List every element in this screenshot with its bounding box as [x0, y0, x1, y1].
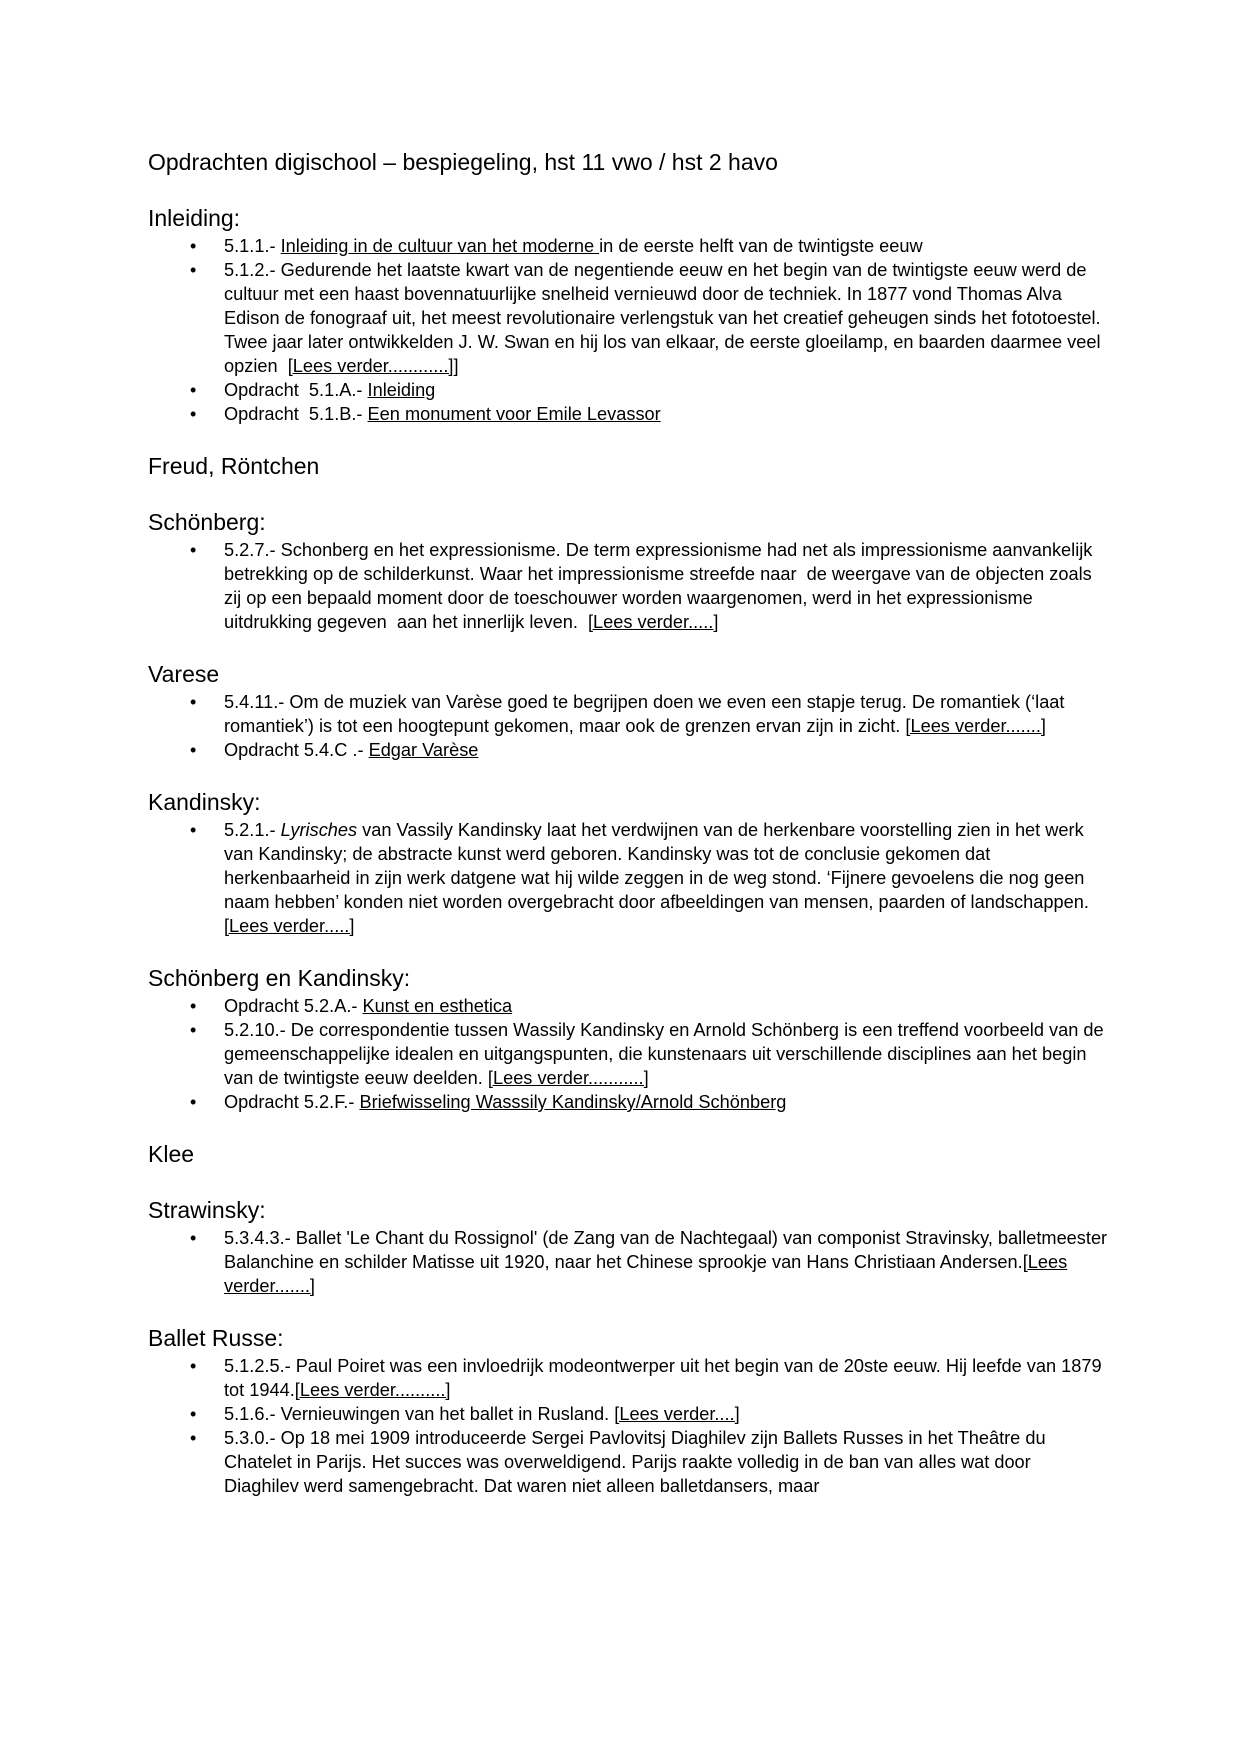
list-item: • 5.1.2.5.- Paul Poiret was een invloedrijk modeontwerper uit het begin van de 20ste eeuw. Hij leefde van 1879 tot 1944.[Lees verder..........]	[148, 1354, 1108, 1402]
lees-verder-link[interactable]: [Lees verder.....]	[224, 916, 355, 936]
list-item: • 5.3.4.3.- Ballet 'Le Chant du Rossignol' (de Zang van de Nachtegaal) van componist Stravinsky, balletmeester Balanchine en schilder Matisse uit 1920, naar het Chinese sprookje van Hans Christiaan Andersen.[Lees verder.......]	[148, 1226, 1108, 1298]
section-strawinsky	[148, 1196, 1113, 1298]
list-item: • Opdracht 5.2.A.- Kunst en esthetica	[148, 994, 1108, 1018]
link-inleiding-cultuur[interactable]: Inleiding in de cultuur van het moderne	[280, 236, 600, 256]
link-kunst-esthetica[interactable]: Kunst en esthetica	[362, 996, 513, 1016]
list-item: • 5.1.2.- Gedurende het laatste kwart van de negentiende eeuw en het begin van de twintigste eeuw werd de cultuur met een haast bovennatuurlijke snelheid vernieuwd door de techniek. In 1877 vond Thomas Alva Edison de fonograaf uit, het meest revolutionaire verlengstuk van het creatief geheugen sinds het fototoestel. Twee jaar later ontwikkelden J. W. Swan en hij los van elkaar, de eerste gloeilamp, en baarden daarmee veel opzien [Lees verder............]]	[148, 258, 1108, 378]
list-item: • Opdracht 5.1.B.- Een monument voor Emile Levassor	[148, 402, 1108, 426]
list-item: • Opdracht 5.2.F.- Briefwisseling Wasssily Kandinsky/Arnold Schönberg	[148, 1090, 1108, 1114]
section-heading: Schönberg en Kandinsky:	[148, 965, 411, 991]
link-briefwisseling[interactable]: Briefwisseling Wasssily Kandinsky/Arnold Schönberg	[359, 1092, 787, 1112]
list-item: • 5.1.1.- Inleiding in de cultuur van het moderne in de eerste helft van de twintigste eeuw	[148, 234, 1108, 258]
lees-verder-link[interactable]: [Lees verder.....]	[587, 612, 719, 632]
bullet-list	[148, 234, 1108, 426]
lees-verder-link[interactable]: [Lees verder.......]	[224, 1252, 1068, 1296]
bullet-list	[148, 690, 1108, 762]
section-heading: Ballet Russe:	[148, 1325, 284, 1351]
section-heading: Schönberg:	[148, 509, 266, 535]
section-kandinsky	[148, 788, 1108, 938]
list-item: • Opdracht 5.1.A.- Inleiding	[148, 378, 1108, 402]
list-item: • Opdracht 5.4.C .- Edgar Varèse	[148, 738, 1108, 762]
link-opdracht-inleiding[interactable]: Inleiding	[367, 380, 436, 400]
document-page	[148, 148, 1113, 1524]
section-schonberg	[148, 508, 1108, 634]
italic-title: Lyrisches	[280, 820, 358, 840]
section-heading: Kandinsky:	[148, 789, 261, 815]
section-heading: Freud, Röntchen	[148, 453, 320, 479]
bullet-list	[148, 538, 1108, 634]
list-item: • 5.1.6.- Vernieuwingen van het ballet in Rusland. [Lees verder....]	[148, 1402, 1108, 1426]
link-monument-levassor[interactable]: Een monument voor Emile Levassor	[367, 404, 661, 424]
section-schonberg-kandinsky	[148, 964, 1108, 1114]
page-title: Opdrachten digischool – bespiegeling, hst 11 vwo / hst 2 havo	[148, 149, 778, 175]
lees-verder-link[interactable]: [Lees verder....]	[614, 1404, 740, 1424]
link-edgar-varese[interactable]: Edgar Varèse	[368, 740, 479, 760]
lees-verder-link[interactable]: [Lees verder..........]	[294, 1380, 451, 1400]
list-item: • 5.2.1.- Lyrisches van Vassily Kandinsky laat het verdwijnen van de herkenbare voorstelling zien in het werk van Kandinsky; de abstracte kunst werd geboren. Kandinsky was tot de conclusie gekomen dat herkenbaarheid in zijn werk datgene wat hij wilde zeggen in de weg stond. ‘Fijnere gevoelens die nog geen naam hebben’ konden niet worden overgebracht door afbeeldingen van mensen, paarden of landschappen. [Lees verder.....]	[148, 818, 1108, 938]
section-freud	[148, 452, 1108, 480]
section-varese	[148, 660, 1108, 762]
section-heading: Varese	[148, 661, 220, 687]
section-klee	[148, 1140, 1108, 1168]
bullet-list	[148, 994, 1108, 1114]
bullet-list	[148, 1226, 1113, 1298]
section-heading: Inleiding:	[148, 205, 241, 231]
list-item: • 5.3.0.- Op 18 mei 1909 introduceerde Sergei Pavlovitsj Diaghilev zijn Ballets Russes in het Theâtre du Chatelet in Parijs. Het succes was overweldigend. Parijs raakte volledig in de ban van alles wat door Diaghilev werd samengebracht. Dat waren niet alleen balletdansers, maar	[148, 1426, 1108, 1498]
section-inleiding	[148, 204, 1108, 426]
bullet-list	[148, 818, 1108, 938]
bullet-list	[148, 1354, 1108, 1498]
lees-verder-link[interactable]: [Lees verder............]	[287, 356, 454, 376]
lees-verder-link[interactable]: [Lees verder.......]	[905, 716, 1046, 736]
list-item: • 5.2.10.- De correspondentie tussen Wassily Kandinsky en Arnold Schönberg is een treffend voorbeeld van de gemeenschappelijke idealen en uitgangspunten, die kunstenaars uit verschillende disciplines aan het begin van de twintigste eeuw deelden. [Lees verder...........]	[148, 1018, 1108, 1090]
section-ballet-russe	[148, 1324, 1108, 1498]
list-item: • 5.4.11.- Om de muziek van Varèse goed te begrijpen doen we even een stapje terug. De romantiek (‘laat romantiek’) is tot een hoogtepunt gekomen, maar ook de grenzen ervan zijn in zicht. [Lees verder.......]	[148, 690, 1108, 738]
section-heading: Strawinsky:	[148, 1197, 266, 1223]
section-heading: Klee	[148, 1141, 195, 1167]
list-item: • 5.2.7.- Schonberg en het expressionisme. De term expressionisme had net als impressionisme aanvankelijk betrekking op de schilderkunst. Waar het impressionisme streefde naar de weergave van de objecten zoals zij op een bepaald moment door de toeschouwer worden waargenomen, werd in het expressionisme uitdrukking gegeven aan het innerlijk leven. [Lees verder.....]	[148, 538, 1108, 634]
lees-verder-link[interactable]: [Lees verder...........]	[487, 1068, 649, 1088]
